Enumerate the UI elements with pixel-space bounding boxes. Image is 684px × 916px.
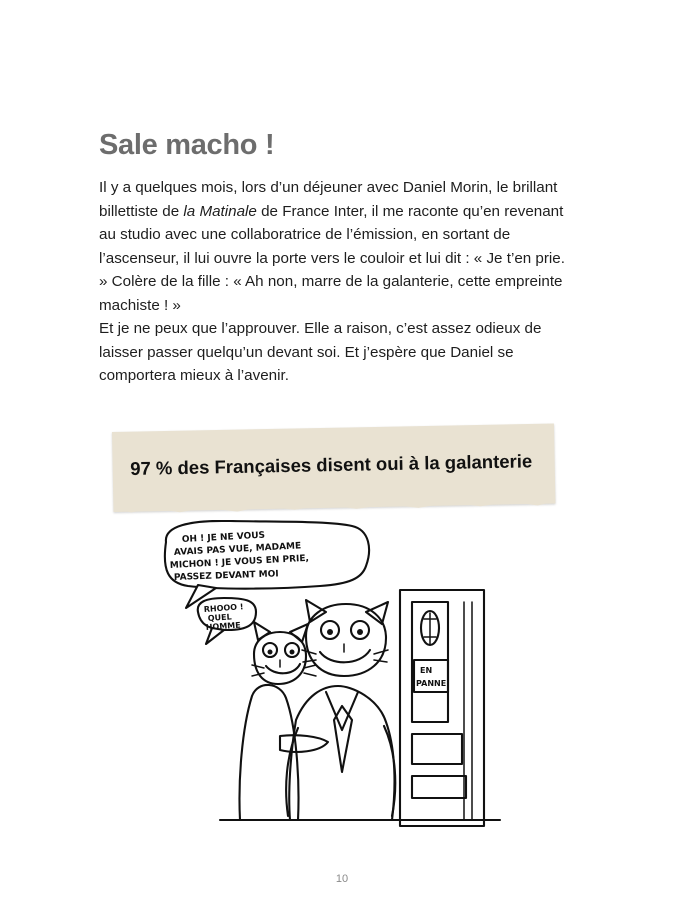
page-title: Sale macho ! xyxy=(99,129,275,162)
banner-headline: 97 % des Françaises disent oui à la galanterie xyxy=(130,450,533,479)
paragraph-2: Et je ne peux que l’approuver. Elle a raison, c’est assez odieux de laisser passer quelqu’un devant soi. Et j’espère que Daniel se comportera mieux à l’avenir. xyxy=(99,320,542,384)
paragraph-1-run-italic: la Matinale xyxy=(183,202,257,220)
speech-bubble-main xyxy=(165,521,369,608)
svg-text:AVAIS PAS VUE, MADAME: AVAIS PAS VUE, MADAME xyxy=(173,541,302,558)
vending-machine xyxy=(400,590,484,826)
body-text xyxy=(99,176,571,388)
svg-text:OH ! JE NE VOUS: OH ! JE NE VOUS xyxy=(181,530,266,545)
svg-text:QUEL: QUEL xyxy=(207,612,232,623)
svg-text:PASSEZ DEVANT MOI: PASSEZ DEVANT MOI xyxy=(173,569,279,583)
cartoon-illustration xyxy=(120,520,560,840)
cat-character-male xyxy=(286,600,395,820)
page-number: 10 xyxy=(335,873,349,885)
banner-strip xyxy=(112,432,554,512)
paragraph-1-run-3: de France Inter, il me raconte qu’en revenant au studio avec une collaboratrice de l’émission, en sortant de l’ascenseur, il lui ouvre la porte vers le couloir et lui dit : « Je t’en prie. » Colère de la fille : « Ah non, marre de la galanterie, cette empreinte machiste ! » xyxy=(99,202,565,314)
svg-text:EN: EN xyxy=(420,666,433,675)
cat-character-female xyxy=(240,622,329,820)
paragraph-1 xyxy=(99,176,571,317)
svg-text:HOMME: HOMME xyxy=(205,620,241,632)
svg-text:MICHON ! JE VOUS EN PRIE,: MICHON ! JE VOUS EN PRIE, xyxy=(169,553,310,571)
svg-text:PANNE: PANNE xyxy=(416,679,447,688)
svg-text:RHOOO !: RHOOO ! xyxy=(203,602,244,614)
paragraph-1-run-1: Il y a quelques mois, lors d’un déjeuner avec Daniel Morin, le brillant billettiste de xyxy=(99,179,558,220)
speech-bubble-thought xyxy=(198,598,256,644)
